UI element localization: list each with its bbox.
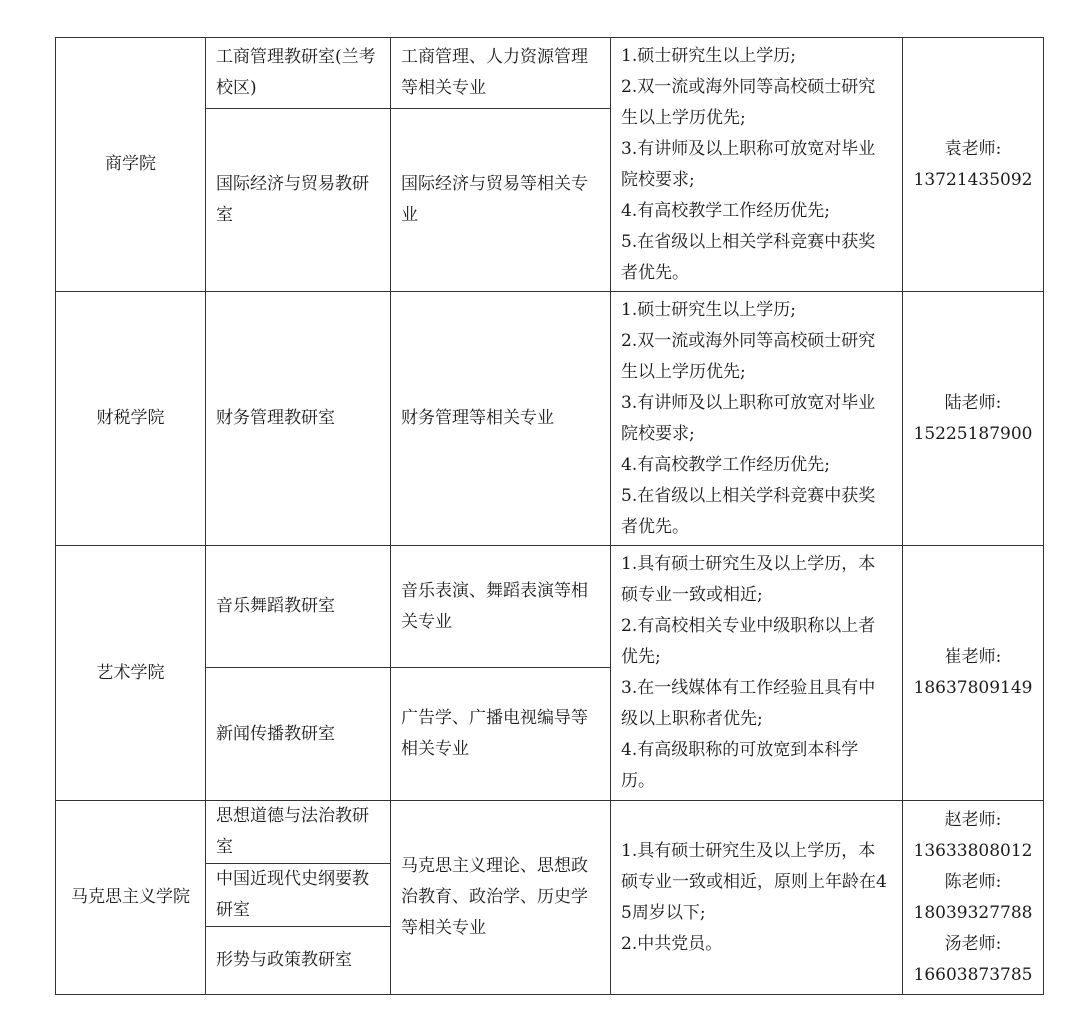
major-cell: 国际经济与贸易等相关专业 [391,109,611,292]
requirement-item: 1.具有硕士研究生及以上学历，本硕专业一致或相近，原则上年龄在45周岁以下; [621,840,887,923]
major-cell: 广告学、广播电视编导等相关专业 [391,668,611,801]
college-cell: 马克思主义学院 [56,801,206,995]
requirement-item: 3.有讲师及以上职称可放宽对毕业院校要求; [621,392,876,444]
office-cell: 国际经济与贸易教研室 [206,109,391,292]
requirement-item: 1.具有硕士研究生及以上学历，本硕专业一致或相近; [621,554,876,605]
office-cell: 财务管理教研室 [206,292,391,546]
college-cell: 财税学院 [56,292,206,546]
contact-name: 陆老师: [944,392,1002,413]
contact-cell [903,292,1044,546]
requirement-item: 5.在省级以上相关学科竞赛中获奖者优先。 [621,485,876,537]
recruitment-table [55,37,1044,995]
office-cell: 形势与政策教研室 [206,927,391,995]
contact-phone: 18637809149 [913,678,1033,698]
college-cell: 商学院 [56,38,206,292]
requirement-item: 2.双一流或海外同等高校硕士研究生以上学历优先; [621,330,876,382]
major-cell: 工商管理、人力资源管理等相关专业 [391,38,611,109]
office-cell: 工商管理教研室(兰考校区) [206,38,391,109]
college-cell: 艺术学院 [56,546,206,801]
requirement-item: 2.有高校相关专业中级职称以上者优先; [621,616,876,667]
contact-phone: 15225187900 [913,423,1033,444]
contact-name: 崔老师: [944,647,1002,667]
contact-cell [903,546,1044,801]
requirement-item: 5.在省级以上相关学科竞赛中获奖者优先。 [621,231,876,283]
requirement-item: 3.在一线媒体有工作经验且具有中级以上职称者优先; [621,678,876,729]
contact-cell [903,801,1044,995]
requirement-item: 4.有高级职称的可放宽到本科学历。 [621,740,859,791]
requirements-cell [611,38,903,292]
requirements-cell [611,546,903,801]
table-row [56,292,1044,546]
office-cell: 新闻传播教研室 [206,668,391,801]
contact-phone: 13721435092 [913,169,1033,190]
requirement-item: 3.有讲师及以上职称可放宽对毕业院校要求; [621,138,876,190]
requirement-item: 2.双一流或海外同等高校硕士研究生以上学历优先; [621,76,876,128]
table-row [56,801,1044,864]
contact-cell [903,38,1044,292]
requirement-item: 4.有高校教学工作经历优先; [621,454,830,475]
requirement-item: 4.有高校教学工作经历优先; [621,200,830,221]
contact-name: 陈老师: [944,871,1002,892]
requirements-cell [611,292,903,546]
requirements-cell [611,801,903,995]
requirement-item: 2.中共党员。 [621,933,723,954]
contact-name: 袁老师: [944,138,1002,159]
contact-phone: 13633808012 [913,840,1033,861]
contact-name: 汤老师: [944,933,1002,954]
contact-phone: 16603873785 [913,964,1033,985]
major-cell: 音乐表演、舞蹈表演等相关专业 [391,546,611,668]
table-row [56,546,1044,668]
table-row [56,38,1044,109]
office-cell: 思想道德与法治教研室 [206,801,391,864]
major-cell: 马克思主义理论、思想政治教育、政治学、历史学等相关专业 [391,801,611,995]
requirement-item: 1.硕士研究生以上学历; [621,299,796,320]
major-cell: 财务管理等相关专业 [391,292,611,546]
office-cell: 中国近现代史纲要教研室 [206,864,391,927]
office-cell: 音乐舞蹈教研室 [206,546,391,668]
contact-name: 赵老师: [944,809,1002,830]
requirement-item: 1.硕士研究生以上学历; [621,45,796,66]
contact-phone: 18039327788 [913,902,1033,923]
